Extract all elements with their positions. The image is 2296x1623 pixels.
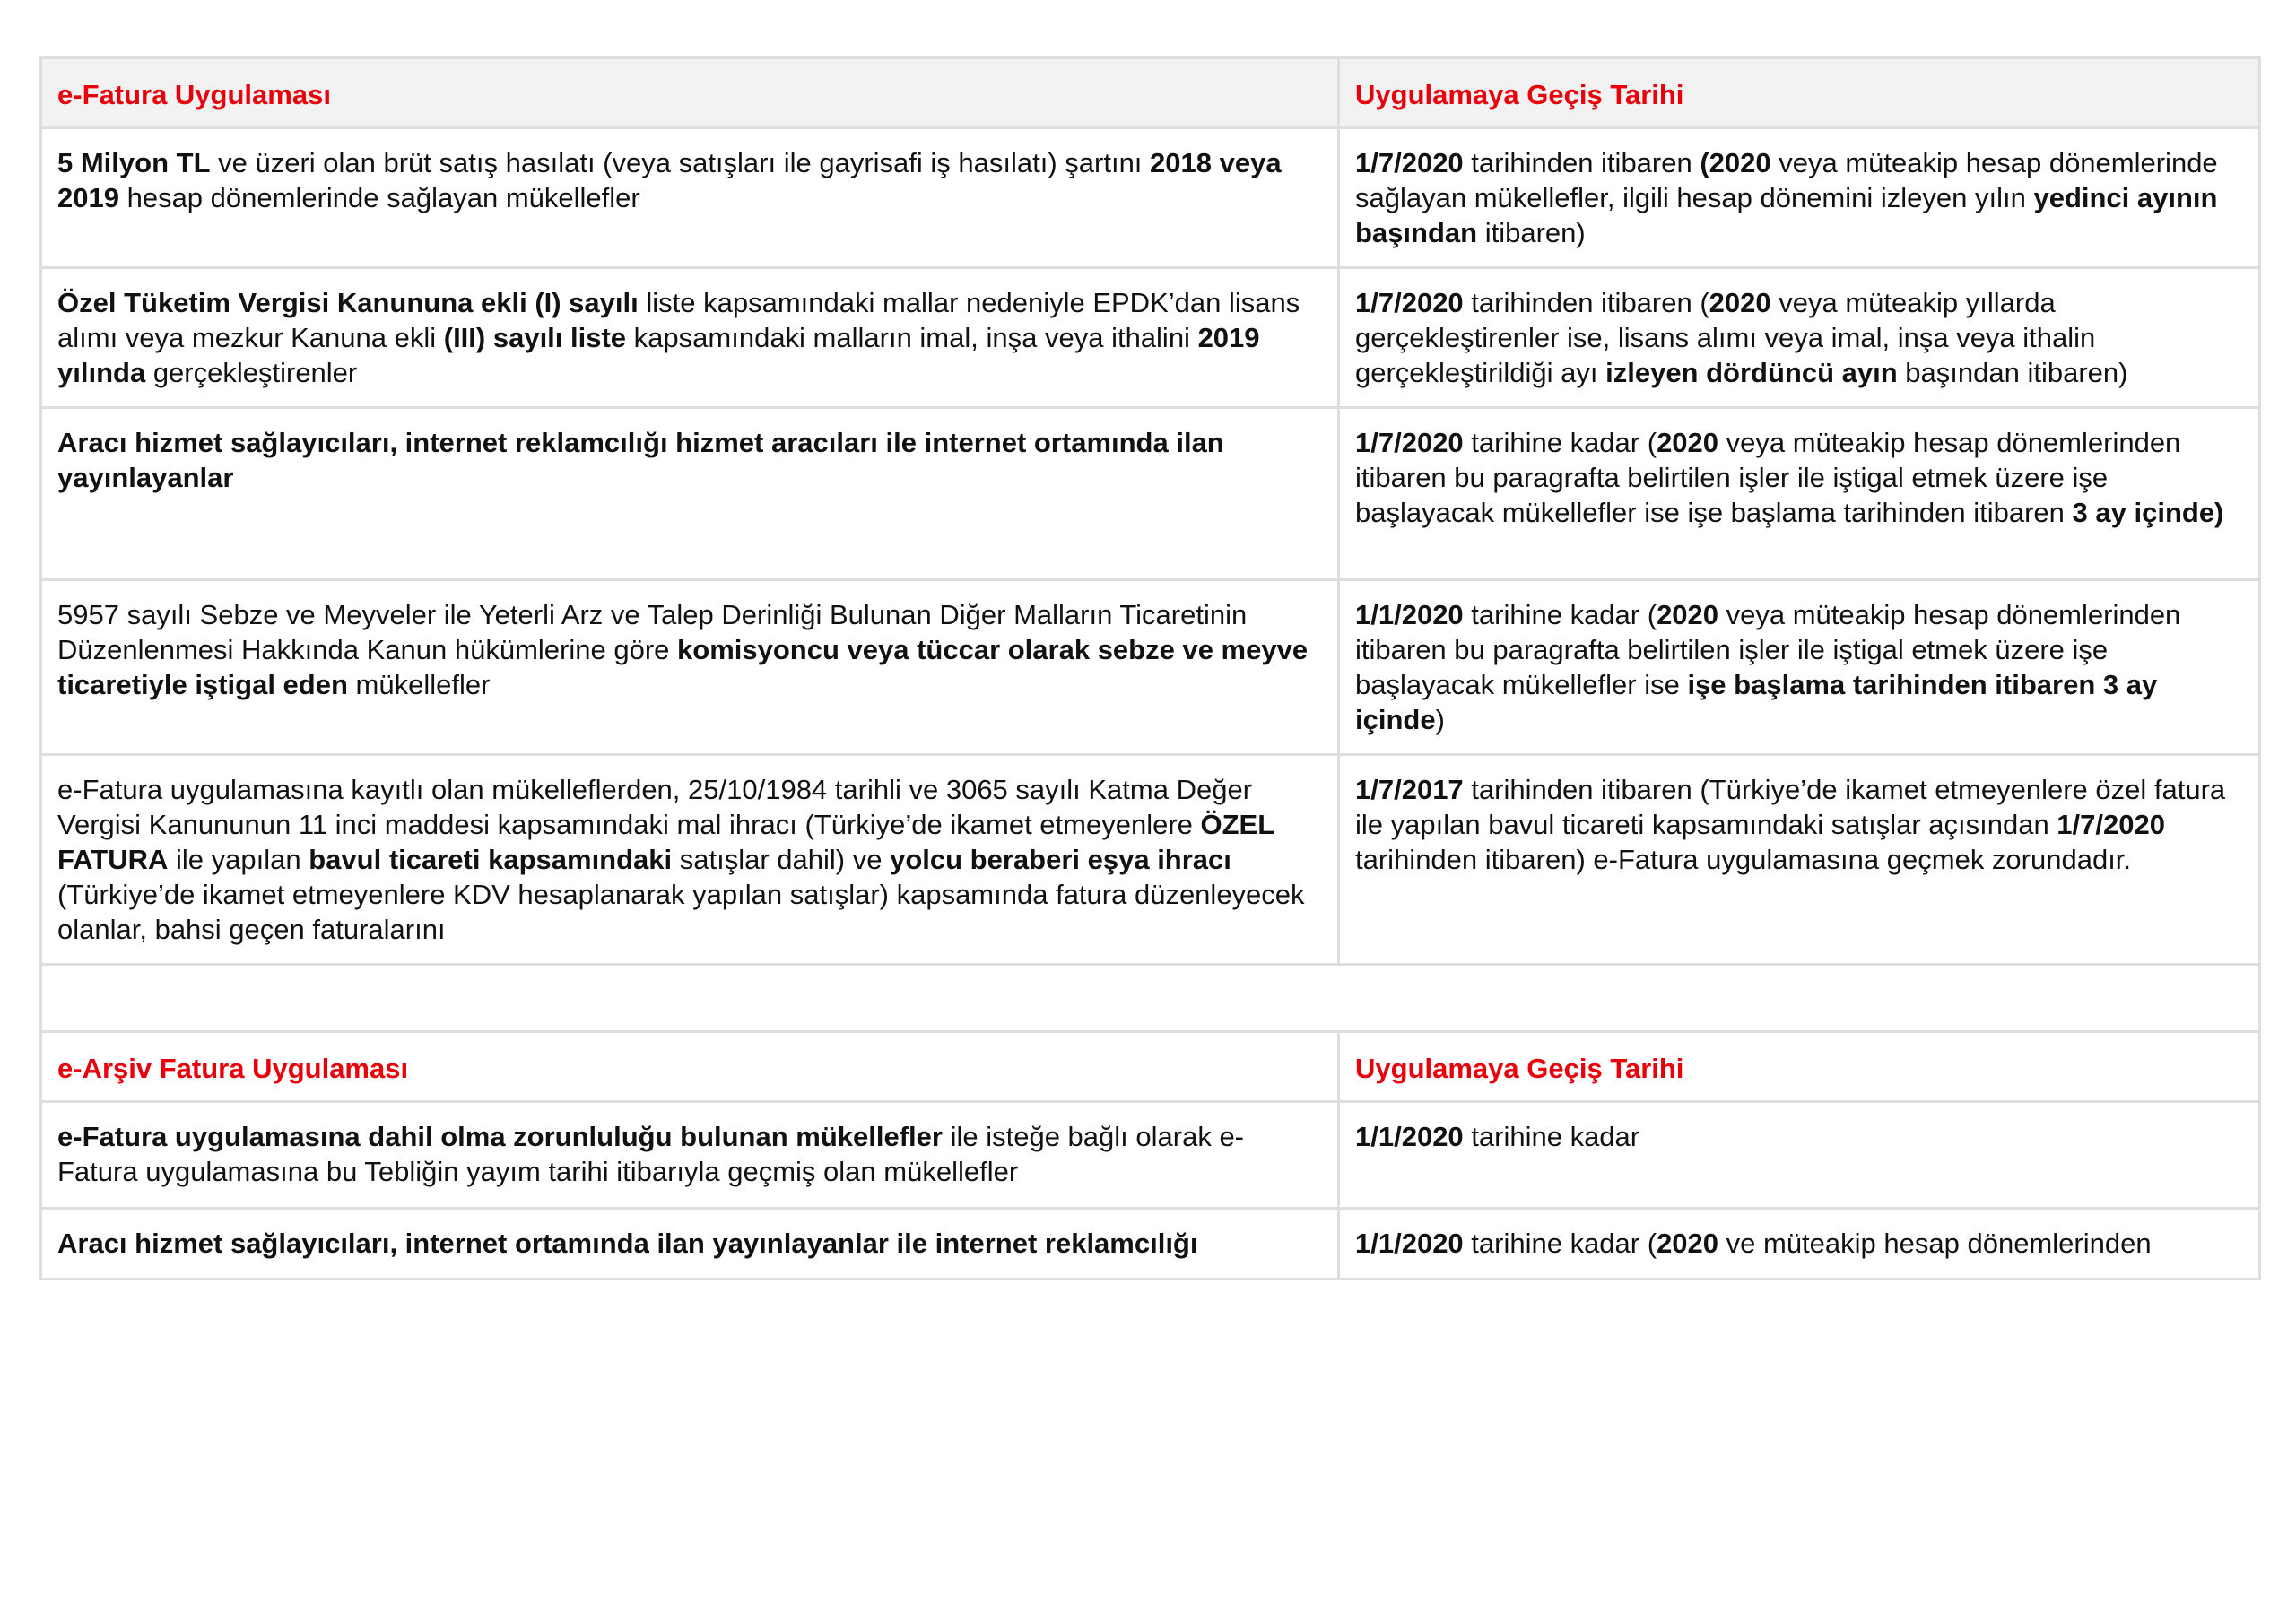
text-segment: ile yapılan — [168, 844, 309, 875]
bold-text-segment: 2020 — [1657, 599, 1719, 630]
bold-text-segment: ÖZEL FATURA — [57, 809, 1274, 875]
text-segment: tarihinden itibaren — [1463, 147, 1700, 178]
cell-taxpayer — [41, 1102, 1339, 1209]
text-segment: ve müteakip hesap dönemlerinden — [1718, 1228, 2152, 1259]
text-segment: (Türkiye’de ikamet etmeyenlere KDV hesaplanarak yapılan satışlar) kapsamında fatura düzenleyecek olanlar, bahsi geçen faturalarını — [57, 879, 1305, 945]
cell-date — [1339, 1209, 2260, 1280]
text-segment: itibaren) — [1477, 217, 1586, 248]
header-cell-application — [41, 58, 1339, 128]
bold-text-segment: 1/7/2020 — [1355, 147, 1464, 178]
bold-text-segment: (III) sayılı liste — [443, 322, 627, 353]
text-segment: veya müteakip hesap dönemlerinden itibaren bu paragrafta belirtilen işler ile iştigal etmek üzere işe başlayacak mükellefler ise işe başlama tarihinden itibaren — [1355, 427, 2181, 528]
section-title: e-Arşiv Fatura Uygulaması — [57, 1053, 409, 1084]
cell-date — [1339, 755, 2260, 965]
text-segment: tarihine kadar — [1463, 1121, 1640, 1152]
cell-date — [1339, 580, 2260, 755]
text-segment: satışlar dahil) ve — [672, 844, 891, 875]
table-row — [41, 268, 2260, 408]
transition-dates-table — [39, 56, 2261, 1280]
spacer-cell — [41, 965, 2260, 1032]
bold-text-segment: (2020 — [1700, 147, 1771, 178]
text-segment: mükellefler — [347, 669, 491, 700]
text-segment: hesap dönemlerinde sağlayan mükellefler — [118, 182, 640, 213]
cell-taxpayer — [41, 128, 1339, 268]
bold-text-segment: 2020 — [1709, 287, 1771, 318]
header-cell-transition-date — [1339, 1032, 2260, 1102]
bold-text-segment: 3 ay içinde) — [2072, 497, 2224, 528]
text-segment: ve üzeri olan brüt satış hasılatı (veya satışları ile gayrisafi iş hasılatı) şartını — [210, 147, 1151, 178]
bold-text-segment: işe başlama tarihinden itibaren 3 ay içinde — [1355, 669, 2158, 735]
bold-text-segment: Aracı hizmet sağlayıcıları, internet reklamcılığı hizmet aracıları ile internet ortamında ilan yayınlayanlar — [57, 427, 1224, 493]
header-cell-transition-date — [1339, 58, 2260, 128]
table-row — [41, 1209, 2260, 1280]
bold-text-segment: yedinci ayının başından — [1355, 182, 2218, 248]
bold-text-segment: Özel Tüketim Vergisi Kanununa ekli (I) sayılı — [57, 287, 639, 318]
bold-text-segment: 2020 — [1657, 1228, 1719, 1259]
bold-text-segment: 1/7/2020 — [2057, 809, 2165, 840]
bold-text-segment: 2020 — [1657, 427, 1719, 458]
bold-text-segment: yolcu beraberi eşya ihracı — [890, 844, 1231, 875]
cell-date — [1339, 268, 2260, 408]
text-segment: tarihine kadar ( — [1463, 599, 1657, 630]
cell-taxpayer — [41, 755, 1339, 965]
bold-text-segment: 1/7/2017 — [1355, 774, 1464, 805]
text-segment: kapsamındaki malların imal, inşa veya ithalini — [626, 322, 1198, 353]
text-segment: tarihine kadar ( — [1463, 427, 1657, 458]
text-segment: başından itibaren) — [1897, 357, 2128, 388]
table-body — [41, 58, 2260, 1280]
bold-text-segment: e-Fatura uygulamasına dahil olma zorunluluğu bulunan mükellefler — [57, 1121, 943, 1152]
bold-text-segment: Aracı hizmet sağlayıcıları, internet ortamında ilan yayınlayanlar ile internet reklamcılığı — [57, 1228, 1198, 1259]
section-header-e-fatura — [41, 58, 2260, 128]
table-row — [41, 128, 2260, 268]
cell-taxpayer — [41, 268, 1339, 408]
text-segment: ) — [1435, 704, 1445, 735]
text-segment: ile isteğe bağlı olarak e-Fatura uygulamasına bu Tebliğin yayım tarihi itibarıyla geçmiş olan mükellefler — [57, 1121, 1245, 1187]
text-segment: veya müteakip hesap dönemlerinden itibaren bu paragrafta belirtilen işler ile iştigal etmek üzere işe başlayacak mükellefler ise — [1355, 599, 2181, 700]
bold-text-segment: komisyoncu veya tüccar olarak sebze ve meyve ticaretiyle iştigal eden — [57, 634, 1309, 700]
table-row — [41, 408, 2260, 580]
cell-taxpayer — [41, 1209, 1339, 1280]
text-segment: veya müteakip hesap dönemlerinde sağlayan mükellefler, ilgili hesap dönemini izleyen yılın — [1355, 147, 2218, 213]
table-row — [41, 1102, 2260, 1209]
text-segment: gerçekleştirenler — [145, 357, 358, 388]
text-segment: e-Fatura uygulamasına kayıtlı olan mükelleflerden, 25/10/1984 tarihli ve 3065 sayılı Katma Değer Vergisi Kanununun 11 inci maddesi kapsamındaki mal ihracı (Türkiye’de ikamet etmeyenlere — [57, 774, 1253, 840]
cell-date — [1339, 128, 2260, 268]
cell-date — [1339, 1102, 2260, 1209]
section-title: e-Fatura Uygulaması — [57, 79, 331, 110]
section-header-e-arsiv — [41, 1032, 2260, 1102]
text-segment: veya müteakip yıllarda gerçekleştirenler ise, lisans alımı veya imal, inşa veya ithalin gerçekleştirildiği ayı — [1355, 287, 2096, 388]
bold-text-segment: 1/7/2020 — [1355, 427, 1464, 458]
bold-text-segment: 1/1/2020 — [1355, 1228, 1464, 1259]
bold-text-segment: 2018 veya 2019 — [57, 147, 1282, 213]
cell-date — [1339, 408, 2260, 580]
bold-text-segment: izleyen dördüncü ayın — [1605, 357, 1898, 388]
bold-text-segment: 1/1/2020 — [1355, 599, 1464, 630]
table-row — [41, 755, 2260, 965]
bold-text-segment: 1/1/2020 — [1355, 1121, 1464, 1152]
text-segment: tarihinden itibaren (Türkiye’de ikamet etmeyenlere özel fatura ile yapılan bavul ticareti kapsamındaki satışlar açısından — [1355, 774, 2226, 840]
cell-taxpayer — [41, 408, 1339, 580]
column-title: Uygulamaya Geçiş Tarihi — [1355, 79, 1684, 110]
bold-text-segment: 2019 yılında — [57, 322, 1260, 388]
spacer-row — [41, 965, 2260, 1032]
text-segment: tarihine kadar ( — [1463, 1228, 1657, 1259]
bold-text-segment: 5 Milyon TL — [57, 147, 211, 178]
table-row — [41, 580, 2260, 755]
column-title: Uygulamaya Geçiş Tarihi — [1355, 1053, 1684, 1084]
text-segment: tarihinden itibaren ( — [1463, 287, 1709, 318]
text-segment: tarihinden itibaren) e-Fatura uygulamasına geçmek zorundadır. — [1355, 844, 2132, 875]
bold-text-segment: bavul ticareti kapsamındaki — [309, 844, 673, 875]
text-segment: liste kapsamındaki mallar nedeniyle EPDK’dan lisans alımı veya mezkur Kanuna ekli — [57, 287, 1300, 353]
bold-text-segment: 1/7/2020 — [1355, 287, 1464, 318]
text-segment: 5957 sayılı Sebze ve Meyveler ile Yeterli Arz ve Talep Derinliği Bulunan Diğer Malların Ticaretinin Düzenlenmesi Hakkında Kanun hükümlerine göre — [57, 599, 1248, 665]
cell-taxpayer — [41, 580, 1339, 755]
header-cell-application — [41, 1032, 1339, 1102]
